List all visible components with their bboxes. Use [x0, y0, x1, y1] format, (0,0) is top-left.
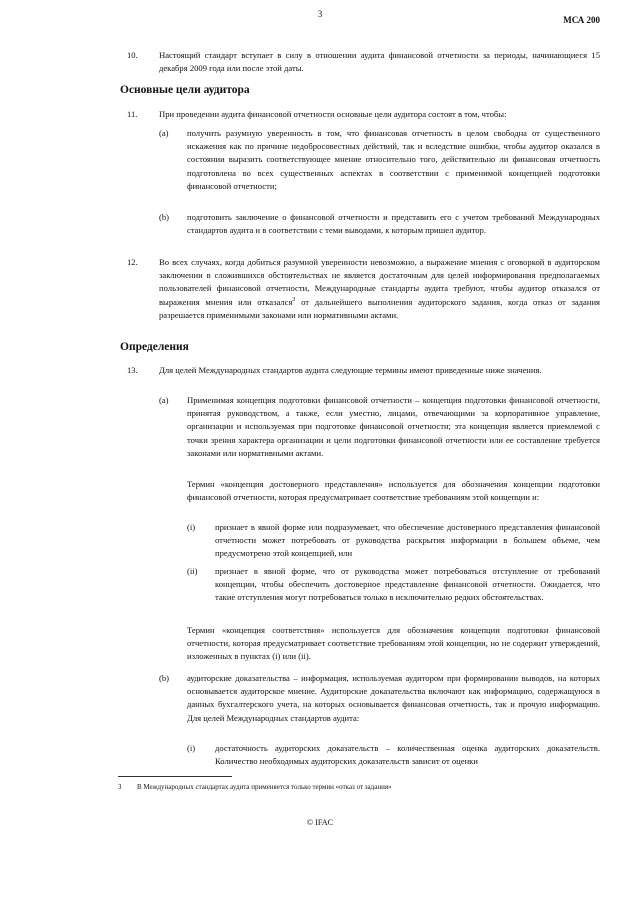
para-12-number: 12.	[127, 257, 138, 267]
para-13-compliance: Термин «концепция соответствия» используется для обозначения концепции подготовки финансовой отчетности, которая предусматривает соответствие требованиям этой концепции, но не содержит утверждений, изложенных в пунктах (i) или (ii).	[187, 625, 600, 662]
para-11-a-label: (a)	[159, 128, 169, 138]
footnote-mark: 3	[118, 783, 122, 791]
para-13-fair-presentation: Термин «концепция достоверного представления» используется для обозначения концепции подготовки финансовой отчетности, которая предусматривает соответствие требованиям этой концепции и:	[187, 479, 600, 503]
footnote-separator	[118, 776, 232, 777]
para-13-b-i-text: достаточность аудиторских доказательств – количественная оценка аудиторских доказательств. Количество необходимых аудиторских доказательств зависит от оценки	[215, 743, 600, 767]
definitions-heading: Определения	[120, 341, 189, 353]
objectives-heading: Основные цели аудитора	[120, 84, 250, 96]
para-13-a-ii-label: (ii)	[187, 566, 198, 576]
para-10-number: 10.	[127, 50, 138, 60]
para-13-b-text: аудиторские доказательства – информация, используемая аудитором при формировании выводов, на которых основывается аудиторское мнение. Аудиторские доказательства включают как информацию, содержащуюся в данных бухгалтерского учета, на которых основывается финансовая отчетность, так и прочую информацию. Для целей Международных стандартов аудита:	[187, 673, 600, 723]
para-11-a-text: получить разумную уверенность в том, что финансовая отчетность в целом свободна от существенного искажения как по причине недобросовестных действий, так и вследствие ошибки, чтобы аудитор оказался в состоянии выразить соответствующее мнение относительно того, действительно ли финансовая отчетность подготовлена во всех существенных аспектах в соответствии с применимой концепцией подготовки финансовой отчетности;	[187, 128, 600, 191]
para-11-b-text: подготовить заключение о финансовой отчетности и представить его с учетом требований Международных стандартов аудита и в соответствии с теми выводами, к которым пришел аудитор.	[187, 212, 600, 236]
para-13-a-ii-text: признает в явной форме, что от руководства может потребоваться отступление от требований концепции, чтобы обеспечить достоверное представление финансовой отчетности. Ожидается, что такие отступления могут потребоваться только в исключительно редких обстоятельствах.	[215, 566, 600, 603]
copyright-footer: © IFAC	[306, 818, 334, 827]
para-13-b-label: (b)	[159, 673, 170, 683]
page-number: 3	[317, 9, 323, 19]
footnote-text: В Международных стандартах аудита применяется только термин «отказ от задания»	[137, 783, 392, 791]
standard-code: МСА 200	[563, 15, 600, 25]
para-13-intro: Для целей Международных стандартов аудита следующие термины имеют приведенные ниже значения.	[159, 365, 542, 375]
para-13-a-i-label: (i)	[187, 522, 196, 532]
para-12-text: Во всех случаях, когда добиться разумной уверенности невозможно, а выражение мнения с оговоркой в аудиторском заключении в сложившихся обстоятельствах не является достаточным для целей информирования предполагаемых пользователей финансовой отчетности, Международные стандарты аудита требуют, чтобы аудитор отказался от выражения мнения или отказался$^3$ от дальнейшего выполнения аудиторского задания, когда отказ от задания разрешается применимыми законами или нормативными актами.	[159, 257, 600, 320]
footnote-ref: 3	[292, 296, 296, 303]
para-11-number: 11.	[127, 109, 138, 119]
para-13-a-label: (a)	[159, 395, 169, 405]
para-11-b-label: (b)	[159, 212, 170, 222]
para-11-intro: При проведении аудита финансовой отчетности основные цели аудитора состоят в том, чтобы:	[159, 109, 507, 119]
para-13-a-i-text: признает в явной форме или подразумевает, что обеспечение достоверного представления финансовой отчетности может потребовать от руководства раскрытия информации в большем объеме, чем предусмотрено этой концепцией, или	[215, 522, 600, 559]
para-13-b-i-label: (i)	[187, 743, 196, 753]
para-13-number: 13.	[127, 365, 138, 375]
para-13-a-text: Применимая концепция подготовки финансовой отчетности – концепция подготовки финансовой отчетности, принятая руководством, а также, если уместно, лицами, отвечающими за корпоративное управление, организации и используемая при подготовке финансовой отчетности; эта концепция является приемлемой с точки зрения характера организации и цели подготовки финансовой отчетности или ее составление требуется законами или нормативными актами.	[187, 395, 600, 458]
para-10-text: Настоящий стандарт вступает в силу в отношении аудита финансовой отчетности за периоды, начинающиеся 15 декабря 2009 года или после этой даты.	[159, 50, 600, 74]
